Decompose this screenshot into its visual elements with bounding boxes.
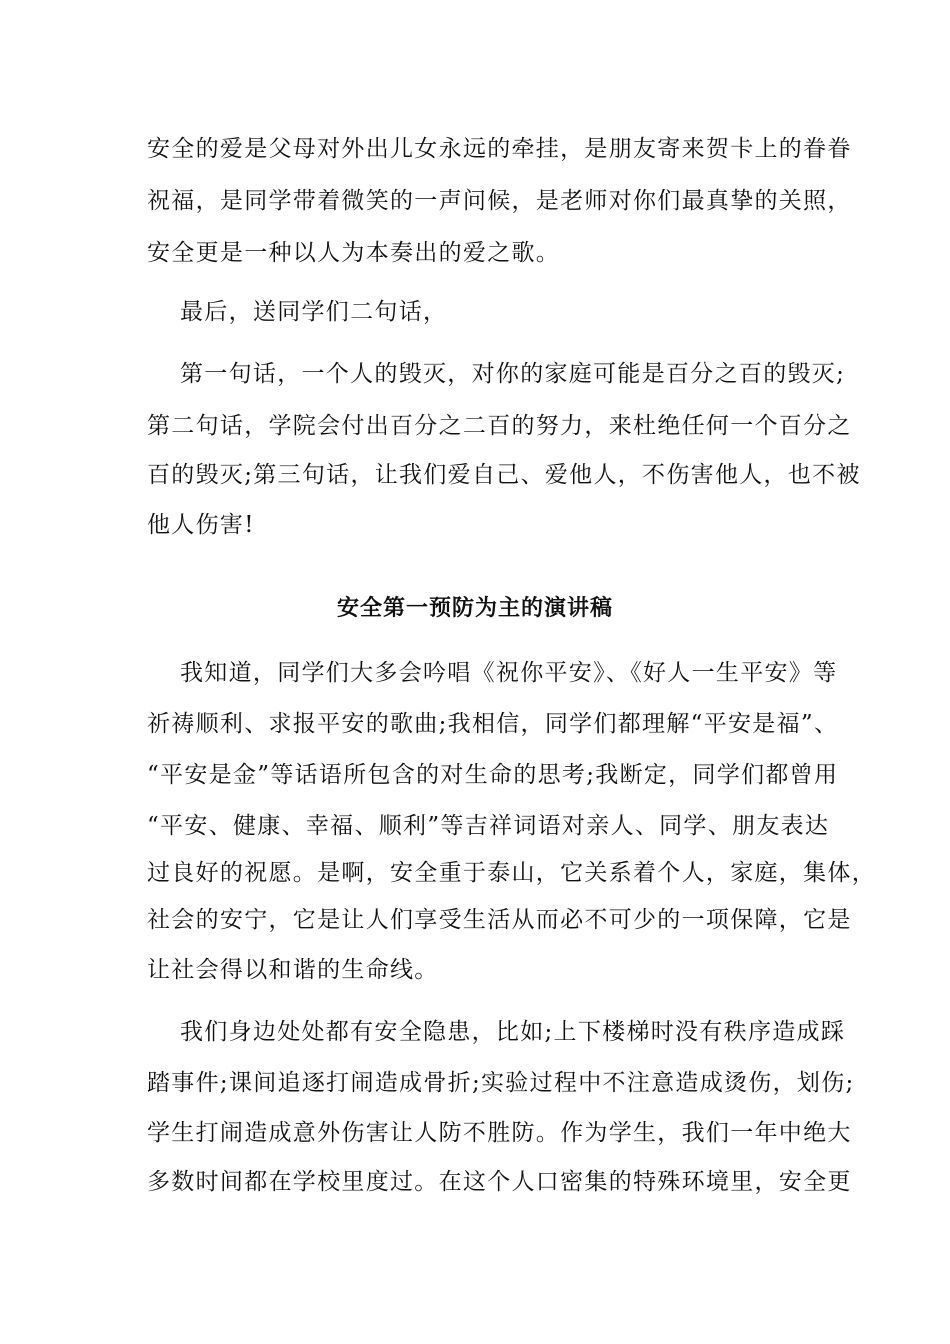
paragraph-1-line-3: 安全更是一种以人为本奏出的爱之歌。	[147, 240, 561, 266]
section-paragraph-1-line-6: 社会的安宁，它是让人们享受生活从而必不可少的一项保障，它是	[147, 907, 852, 933]
paragraph-2-line-1: 最后，送同学们二句话，	[180, 299, 448, 325]
section-paragraph-2-line-2: 踏事件;课间追逐打闹造成骨折;实验过程中不注意造成烫伤，划伤;	[147, 1070, 855, 1096]
paragraph-1-line-2: 祝福，是同学带着微笑的一声问候，是老师对你们最真挚的关照，	[147, 188, 852, 214]
paragraph-3-line-2: 第二句话，学院会付出百分之二百的努力，来杜绝任何一个百分之	[147, 413, 852, 439]
section-paragraph-1-line-4: “平安、健康、幸福、顺利”等吉祥词语对亲人、同学、朋友表达	[147, 813, 830, 839]
paragraph-3-line-1: 第一句话，一个人的毁灭，对你的家庭可能是百分之百的毁灭;	[180, 361, 846, 387]
paragraph-3-line-3: 百的毁灭;第三句话，让我们爱自己、爱他人，不伤害他人，也不被	[147, 462, 861, 488]
section-paragraph-1-line-2: 祈祷顺利、求报平安的歌曲;我相信，同学们都理解“平安是福”、	[147, 711, 839, 737]
paragraph-3-line-4: 他人伤害!	[147, 512, 255, 538]
section-paragraph-1-line-1: 我知道，同学们大多会吟唱《祝你平安》、《好人一生平安》等	[180, 660, 838, 686]
section-paragraph-2-line-4: 多数时间都在学校里度过。在这个人口密集的特殊环境里，安全更	[147, 1169, 852, 1195]
section-paragraph-1-line-7: 让社会得以和谐的生命线。	[147, 957, 439, 983]
section-title: 安全第一预防为主的演讲稿	[336, 596, 613, 621]
section-paragraph-2-line-3: 学生打闹造成意外伤害让人防不胜防。作为学生，我们一年中绝大	[147, 1120, 852, 1146]
section-paragraph-2-line-1: 我们身边处处都有安全隐患，比如;上下楼梯时没有秩序造成踩	[180, 1019, 846, 1045]
section-paragraph-1-line-3: “平安是金”等话语所包含的对生命的思考;我断定，同学们都曾用	[147, 762, 839, 788]
section-paragraph-1-line-5: 过良好的祝愿。是啊，安全重于泰山，它关系着个人，家庭，集体，	[147, 860, 876, 886]
paragraph-1-line-1: 安全的爱是父母对外出儿女永远的牵挂，是朋友寄来贺卡上的眷眷	[147, 136, 852, 162]
